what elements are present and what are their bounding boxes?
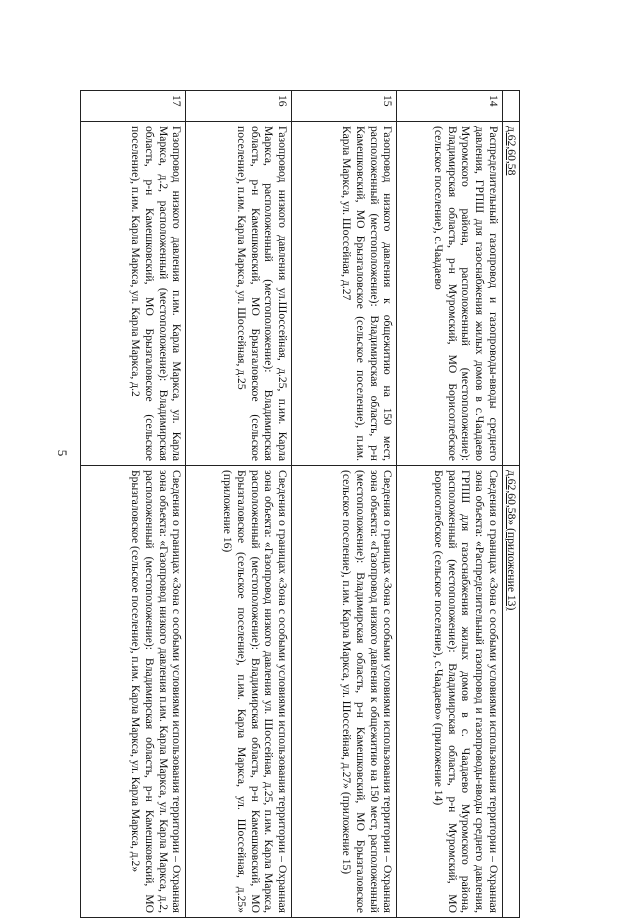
object-description-text: д.62,60,58 [505, 126, 518, 176]
row-number: 14 [397, 91, 502, 122]
row-number: 17 [81, 91, 186, 122]
table-row [81, 91, 186, 918]
zone-description: Сведения о границах «Зона с особыми условиями использования территории – Охранная зона объекта: «Газопровод низкого давления п.им. Карла Маркса, ул. Карла Маркса, д.2, расположенный (местоположение): Владимирская область, р-н Камешковский, МО Брызгаловское (сельское поселение), п.им. Карла Маркса, ул. Карла Маркса, д.2» [81, 466, 186, 918]
zone-description: Сведения о границах «Зона с особыми условиями использования территории – Охранная зона объекта: «Газопровод низкого давления ул. Шоссейная, д.25, п.им. Карла Маркса, расположенный (местоположение): Владимирская область, р-н Камешковский, МО Брызгаловское (сельское поселение), п.им. Карла Маркса, ул. Шоссейная, д.25» (приложение 16) [186, 466, 291, 918]
zone-description: Сведения о границах «Зона с особыми условиями использования территории – Охранная зона объекта: «Распределительный газопровод и газопроводы-вводы среднего давления, ГРПШ для газоснабжения жилых домов в с. Чаадаево Муромского района, расположенный (местоположение): Владимирская область, р-н Муромский, МО Борисоглебское (сельское поселение), с.Чаадаево» (приложение 14) [397, 466, 502, 918]
row-number: 15 [291, 91, 396, 122]
table-row [186, 91, 291, 918]
table-row-continuation [502, 91, 519, 918]
table-row [397, 91, 502, 918]
row-number: 16 [186, 91, 291, 122]
zone-description-text: д.62,60,58» (приложение 13) [505, 470, 518, 611]
table-row [291, 91, 396, 918]
object-description [502, 122, 519, 466]
zones-table [80, 90, 520, 918]
zone-description [502, 466, 519, 918]
zone-description: Сведения о границах «Зона с особыми условиями использования территории – Охранная зона объекта: «Газопровод низкого давления к общежитию на 150 мест, расположенный (местоположение): Владимирская область, р-н Камешковский, МО Брызгаловское (сельское поселение), п.им. Карла Маркса, ул. Шоссейная, д.27» (приложение 15) [291, 466, 396, 918]
page-number: 5 [55, 449, 70, 457]
object-description: Газопровод низкого давления п.им. Карла Маркса, ул. Карла Маркса, д.2, расположенный (местоположение): Владимирская область, р-н Камешковский, МО Брызгаловское (сельское поселение), п.им. Карла Маркса, ул. Карла Маркса, д.2 [81, 122, 186, 466]
rotated-table-container [80, 90, 520, 913]
object-description: Распределительный газопровод и газопроводы-вводы среднего давления, ГРПШ для газоснабжения жилых домов в с.Чаадаево Муромского района, расположенный (местоположение): Владимирская область, р-н Муромский, МО Борисоглебское (сельское поселение), с.Чаадаево [397, 122, 502, 466]
row-number [502, 91, 519, 122]
object-description: Газопровод низкого давления к общежитию на 150 мест, расположенный (местоположение): Владимирская область, р-н Камешковский, МО Брызгаловское (сельское поселение), п.им. Карла Маркса, ул. Шоссейная, д.27 [291, 122, 396, 466]
object-description: Газопровод низкого давления ул.Шоссейная, д.25, п.им. Карла Маркса, расположенный (местоположение): Владимирская область, р-н Камешковский, МО Брызгаловское (сельское поселение), п.им. Карла Маркса, ул. Шоссейная, д.25 [186, 122, 291, 466]
